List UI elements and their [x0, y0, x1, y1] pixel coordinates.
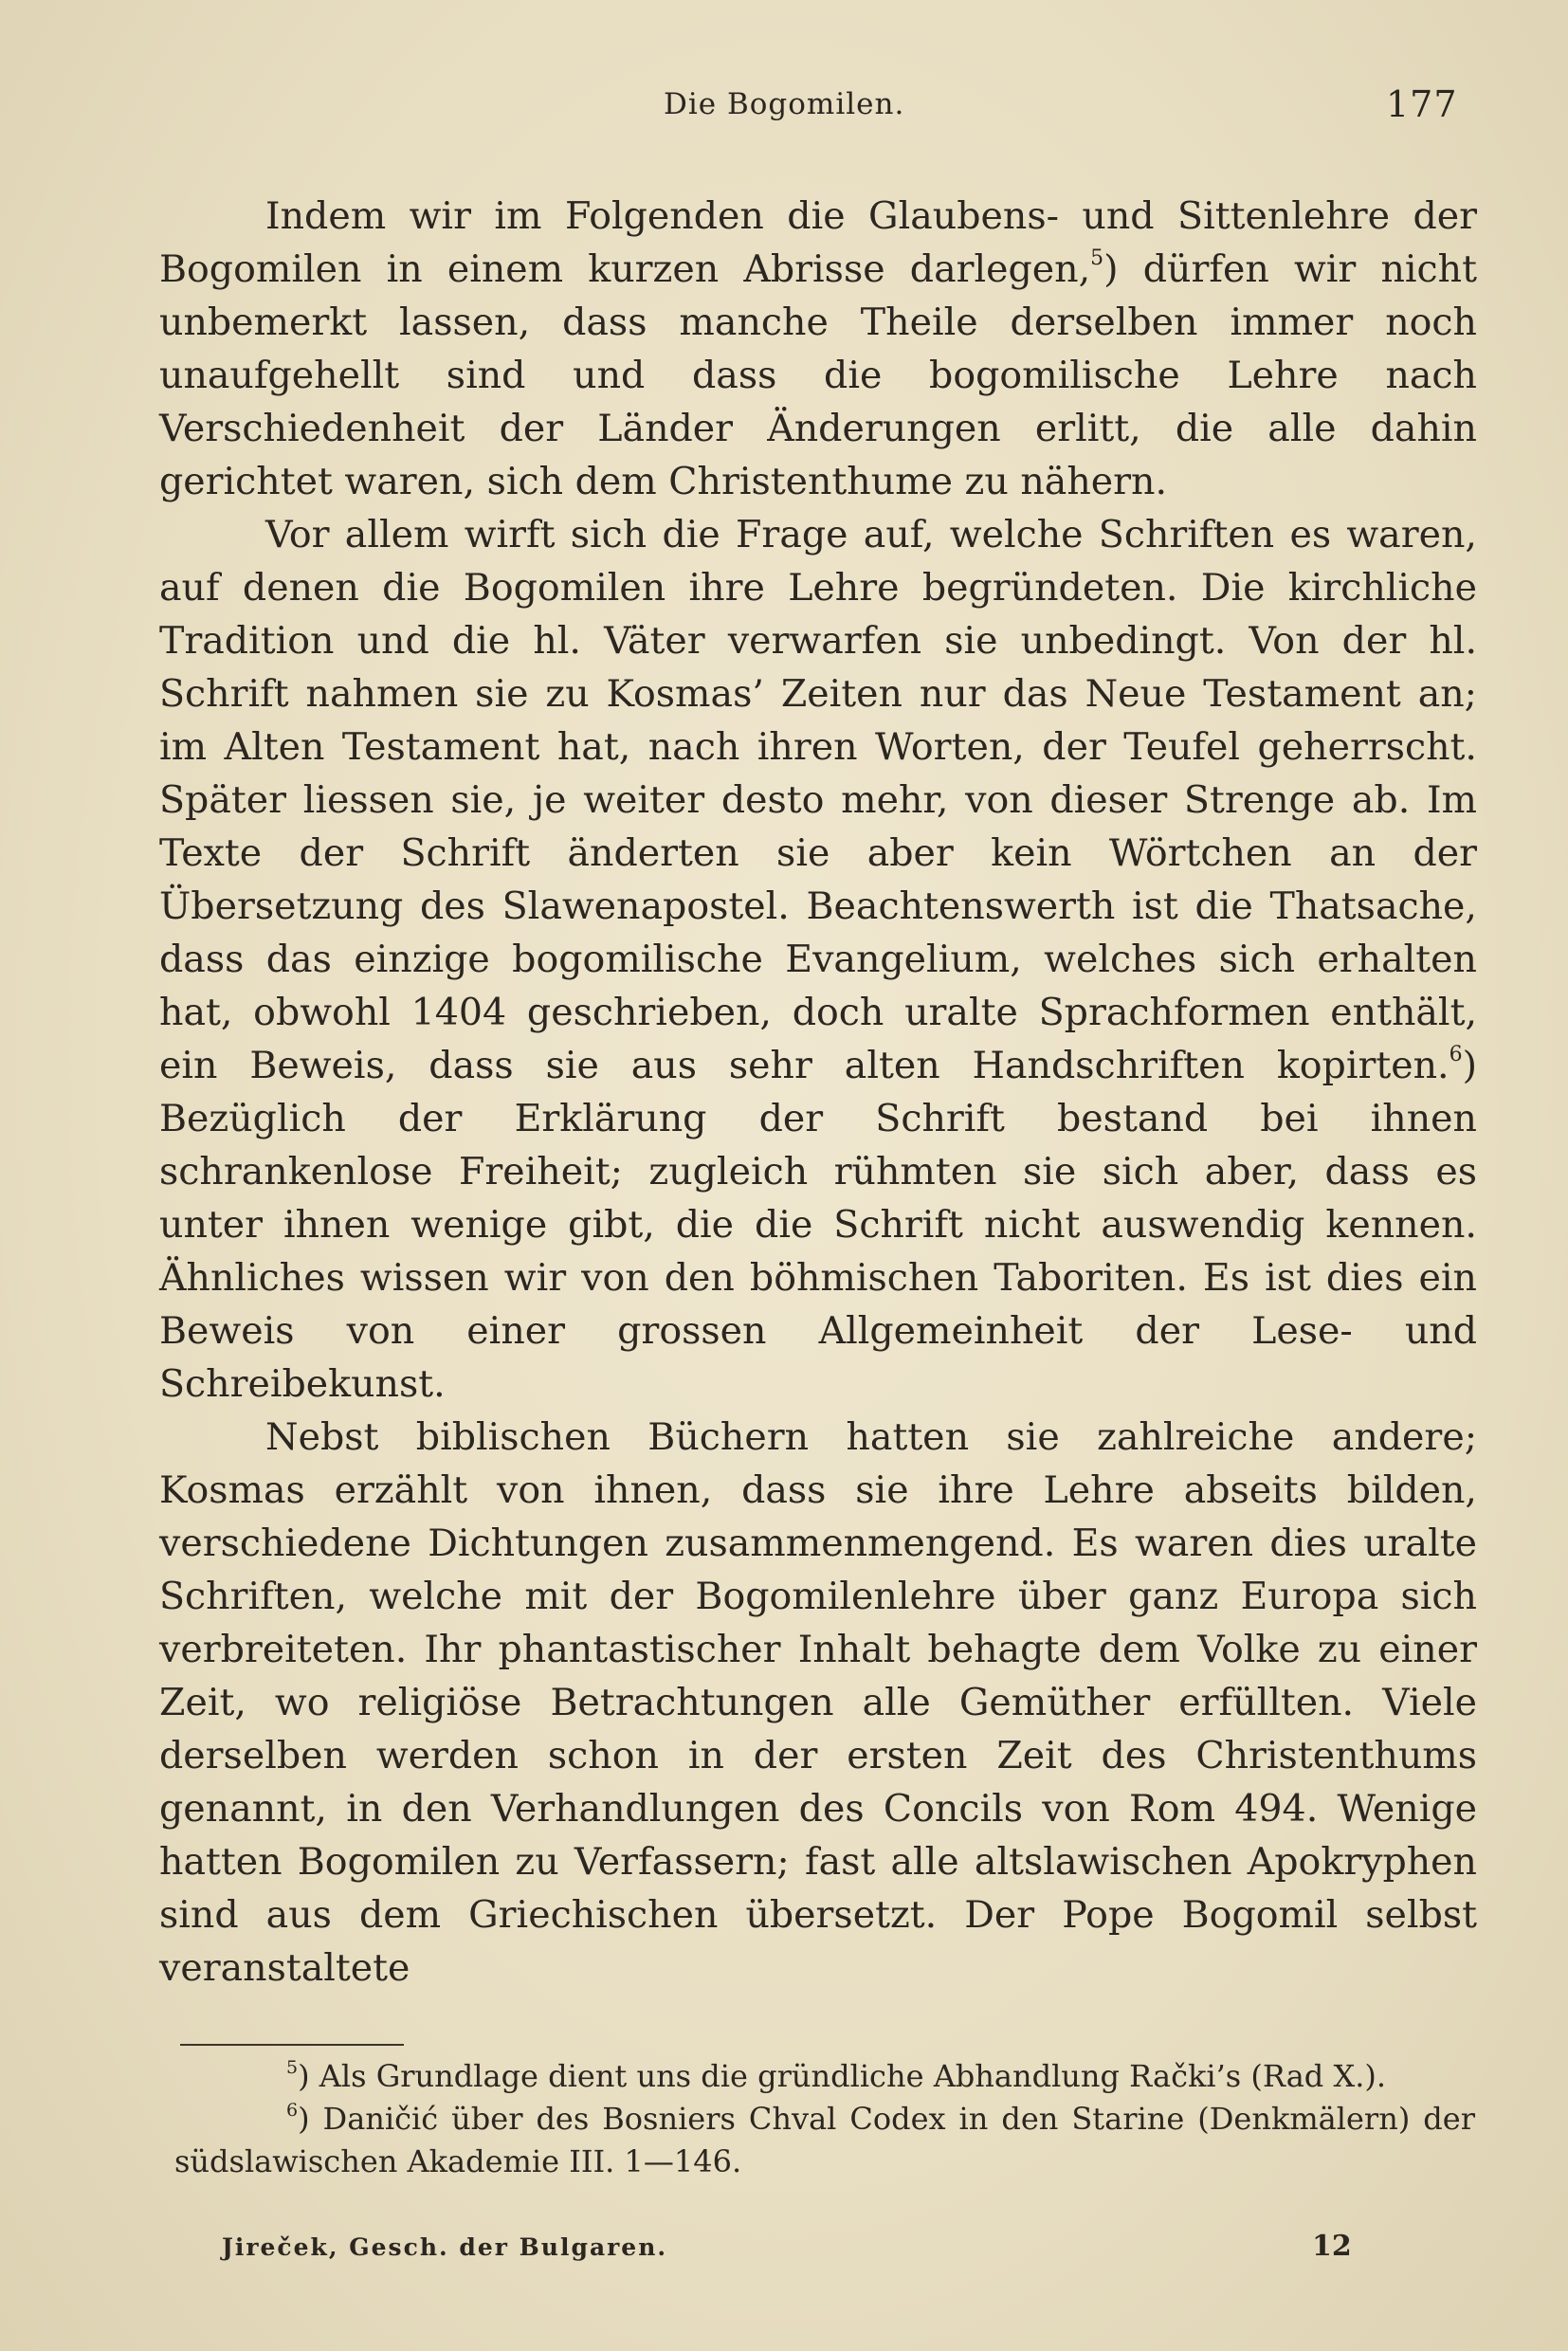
paragraph-1-text-a: Indem wir im Folgenden die Glaubens- und Sittenlehre der Bogomilen in einem kurzen Abrisse darlegen,	[159, 194, 1477, 291]
page-number: 177	[1386, 83, 1458, 125]
footnotes	[174, 2055, 1475, 2183]
paragraph-2	[159, 508, 1477, 1411]
signature-number: 12	[1312, 2230, 1352, 2263]
footnote-5-text: ) Als Grundlage dient uns die gründliche Abhandlung Rački’s (Rad X.).	[298, 2058, 1387, 2094]
footnote-5-marker: 5	[286, 2057, 299, 2078]
paragraph-3: Nebst biblischen Büchern hatten sie zahlreiche andere; Kosmas erzählt von ihnen, dass sie ihre Lehre abseits bilden, verschiedene Dichtungen zusammenmengend. Es waren dies uralte Schriften, welche mit der Bogomilenlehre über ganz Europa sich verbreiteten. Ihr phantastischer Inhalt behagte dem Volke zu einer Zeit, wo religiöse Betrachtungen alle Gemüther erfüllten. Viele derselben werden schon in der ersten Zeit des Christenthums genannt, in den Verhandlungen des Concils von Rom 494. Wenige hatten Bogomilen zu Verfassern; fast alle altslawischen Apokryphen sind aus dem Griechischen übersetzt. Der Pope Bogomil selbst veranstaltete	[159, 1415, 1477, 1990]
main-text	[159, 190, 1477, 1995]
footnote-6-marker: 6	[286, 2100, 299, 2121]
paragraph-1-text-b: ) dürfen wir nicht unbemerkt lassen, dass manche Theile derselben immer noch unaufgehellt sind und dass die bogomilische Lehre nach Verschiedenheit der Länder Änderungen erlitt, die alle dahin gerichtet waren, sich dem Christenthume zu nähern.	[159, 247, 1477, 503]
paragraph-2-text-b: ) Bezüglich der Erklärung der Schrift bestand bei ihnen schrankenlose Freiheit; zugleich rühmten sie sich aber, dass es unter ihnen wenige gibt, die die Schrift nicht auswendig kennen. Ähnliches wissen wir von den böhmischen Taboriten. Es ist dies ein Beweis von einer grossen Allgemeinheit der Lese- und Schreibekunst.	[159, 1044, 1477, 1406]
printer-signature: Jireček, Gesch. der Bulgaren.	[222, 2233, 668, 2261]
footnote-5	[174, 2055, 1475, 2098]
paragraph-1	[159, 190, 1477, 508]
footnote-6	[174, 2098, 1475, 2183]
paragraph-2-text-a: Vor allem wirft sich die Frage auf, welche Schriften es waren, auf denen die Bogomilen ihre Lehre begründeten. Die kirchliche Tradition und die hl. Väter verwarfen sie unbedingt. Von der hl. Schrift nahmen sie zu Kosmas’ Zeiten nur das Neue Testament an; im Alten Testament hat, nach ihren Worten, der Teufel geherrscht. Später liessen sie, je weiter desto mehr, von dieser Strenge ab. Im Texte der Schrift änderten sie aber kein Wörtchen an der Übersetzung des Slawenapostel. Beachtenswerth ist die Thatsache, dass das einzige bogomilische Evangelium, welches sich erhalten hat, obwohl 1404 geschrieben, doch uralte Sprachformen enthält, ein Beweis, dass sie aus sehr alten Handschriften kopirten.	[159, 513, 1477, 1087]
footnote-6-text: ) Daničić über des Bosniers Chval Codex in den Starine (Denkmälern) der südslawischen Akademie III. 1—146.	[174, 2101, 1475, 2179]
footnote-ref-5: 5	[1090, 246, 1104, 270]
footnote-ref-6: 6	[1449, 1043, 1463, 1066]
footnote-rule	[180, 2044, 404, 2046]
running-title: Die Bogomilen.	[664, 87, 905, 121]
